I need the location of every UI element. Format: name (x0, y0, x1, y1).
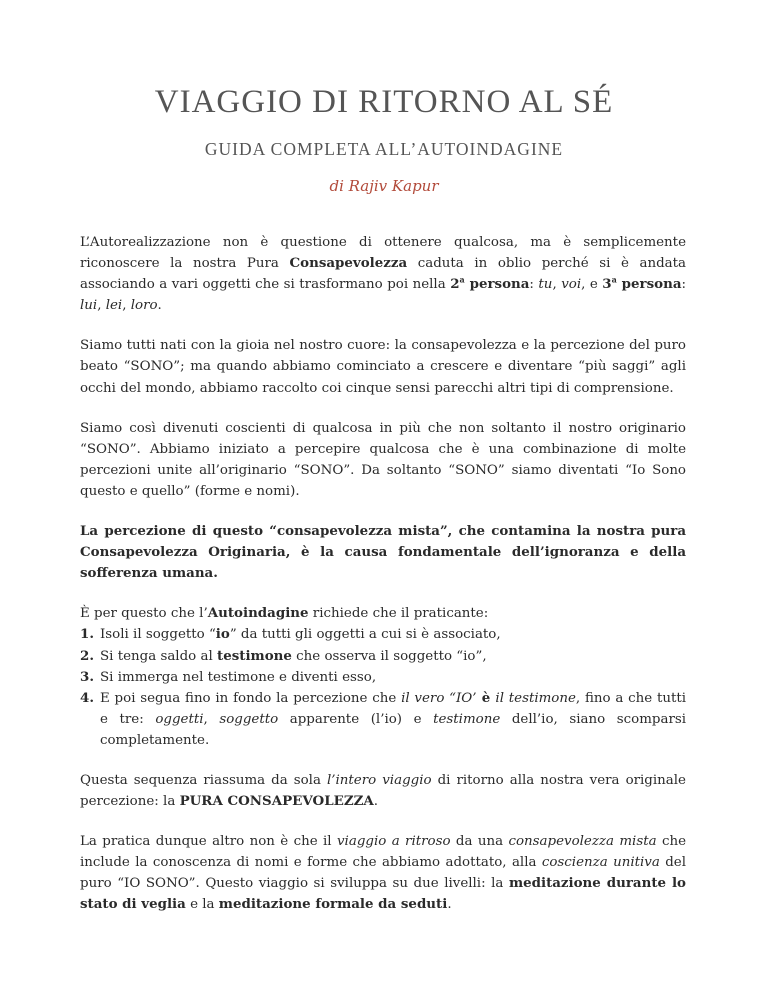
paragraph-4-emphasis: La percezione di questo “consapevolezza mista”, che contamina la nostra pura Consapevolezza Originaria, è la causa fondamentale dell’ignoranza e della sofferenza umana. (80, 523, 686, 582)
list-item: 3. Si immerga nel testimone e diventi esso, (80, 668, 377, 685)
paragraph-3: Siamo così divenuti coscienti di qualcosa in più che non soltanto il nostro originario “SONO”. Abbiamo iniziato a percepire qualcosa che è una combinazione di molte percezioni unite all’originario “SONO”. Da soltanto “SONO” siamo diventati “Io Sono questo e quello” (forme e nomi). (80, 420, 686, 499)
emphasis-consapevolezza: Consapevolezza (289, 255, 408, 272)
steps-list (80, 624, 686, 751)
paragraph-6: Questa sequenza riassuma da sola l’intero viaggio di ritorno alla nostra vera originale percezione: la PURA CONSAPEVOLEZZA. (80, 772, 686, 810)
paragraph-5: È per questo che l’Autoindagine richiede che il praticante: (80, 605, 489, 622)
paragraph-7: La pratica dunque altro non è che il viaggio a ritroso da una consapevolezza mista che include la conoscenza di nomi e forme che abbiamo adottato, alla coscienza unitiva del puro “IO SONO”. Questo viaggio si sviluppa su due livelli: la meditazione durante lo stato di veglia e la meditazione formale da seduti. (80, 834, 686, 913)
paragraph-2: Siamo tutti nati con la gioia nel nostro cuore: la consapevolezza e la percezione del puro beato “SONO”; ma quando abbiamo cominciato a crescere e diventare “più saggi” agli occhi del mondo, abbiamo raccolto coi cinque sensi parecchi altri tipi di comprensione. (80, 338, 686, 396)
document-subtitle: GUIDA COMPLETA ALL’AUTOINDAGINE (204, 139, 564, 159)
author-byline: di Rajiv Kapur (329, 177, 439, 195)
document-body (80, 232, 686, 935)
list-item: 2. Si tenga saldo al testimone che osserva il soggetto “io”, (80, 647, 487, 664)
list-item: 4. E poi segua fino in fondo la percezione che il vero “IO’ è il testimone, fino a che tutti e tre: oggetti, soggetto apparente (l’io) e testimone dell’io, siano scomparsi completamente. (80, 689, 687, 748)
document-title: VIAGGIO DI RITORNO AL SÉ (154, 84, 614, 120)
list-item: 1. Isoli il soggetto “io” da tutti gli oggetti a cui si è associato, (80, 626, 501, 643)
paragraph-1: L’Autorealizzazione non è questione di ottenere qualcosa, ma è semplicemente riconoscere la nostra Pura Consapevolezza caduta in oblio perché si è andata associando a vari oggetti che si trasformano poi nella 2$^a$ persona: tu, voi, e 3$^a$ persona: lui, lei, loro. (80, 235, 687, 314)
